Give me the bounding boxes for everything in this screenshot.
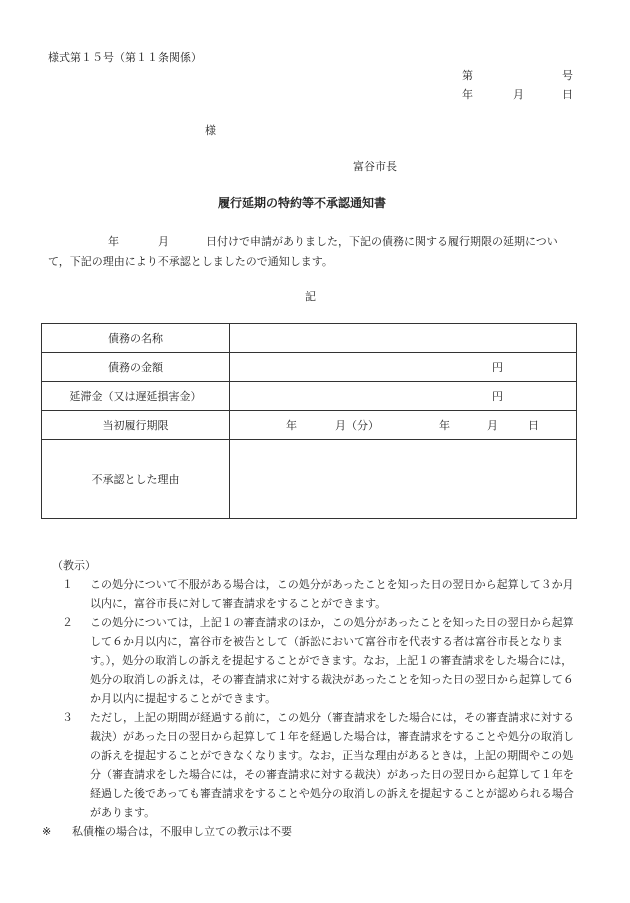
rejection-reason-field[interactable] (230, 440, 577, 519)
yen-unit: 円 (492, 361, 503, 374)
row-label: 債務の金額 (42, 353, 230, 382)
intro-year: 年 (108, 235, 119, 248)
row-label: 債務の名称 (42, 324, 230, 353)
note-item (62, 575, 578, 613)
table-row (42, 324, 577, 353)
note-text: この処分については，上記１の審査請求のほか，この処分があったことを知った日の翌日から起算して６か月以内に，富谷市を被告として（訴訟において富谷市を代表する者は富谷市長となります。），処分の取消しの訴えを提起することができます。なお，上記１の審査請求をした場合には，処分の取消しの訴えは，その審査請求に対する裁決があったことを知った日の翌日から起算して６か月以内に提起することができます。 (90, 616, 574, 705)
yen-unit: 円 (492, 390, 503, 403)
table-row (42, 411, 577, 440)
note-text: この処分について不服がある場合は，この処分があったことを知った日の翌日から起算して３か月以内に，富谷市長に対して審査請求をすることができます。 (90, 578, 574, 610)
doc-number-prefix: 第 (462, 69, 473, 82)
date-month: 月 (513, 88, 524, 101)
due-year: 年 (286, 419, 297, 432)
row-label: 延滞金（又は遅延損害金） (42, 382, 230, 411)
note-number: ３ (62, 711, 73, 724)
date-day: 日 (562, 88, 573, 101)
footnote (42, 822, 568, 841)
table-row (42, 353, 577, 382)
due-month-installment: 月（分） (335, 419, 379, 432)
addressee-honorific: 様 (205, 124, 216, 137)
notes-section (42, 556, 578, 841)
form-number: 様式第１５号（第１１条関係） (48, 51, 202, 64)
due-day-2: 日 (528, 419, 539, 432)
debt-amount-field[interactable] (230, 353, 577, 382)
document-title: 履行延期の特約等不承認通知書 (218, 196, 387, 210)
late-charge-field[interactable] (230, 382, 577, 411)
due-month-2: 月 (487, 419, 498, 432)
note-item (62, 613, 578, 708)
intro-text: 日付けで申請がありました，下記の債務に関する履行期限の延期について，下記の理由により不承認としましたので通知します。 (48, 235, 558, 268)
note-item (62, 708, 578, 822)
ki-label: 記 (305, 290, 316, 303)
row-label: 不承認とした理由 (42, 440, 230, 519)
date-year: 年 (462, 88, 473, 101)
footnote-text: 私債権の場合は，不服申し立ての教示は不要 (72, 825, 292, 838)
note-number: １ (62, 578, 73, 591)
row-label: 当初履行期限 (42, 411, 230, 440)
note-text: ただし，上記の期間が経過する前に，この処分（審査請求をした場合には，その審査請求に対する裁決）があった日の翌日から起算して１年を経過した場合は，審査請求をすることや処分の取消しの訴えを提起することができなくなります。なお，正当な理由があるときは，上記の期間やこの処分（審査請求をした場合には，その審査請求に対する裁決）があった日の翌日から起算して１年を経過した後であっても審査請求をすることや処分の取消しの訴えを提起することが認められる場合があります。 (90, 711, 574, 819)
debt-name-field[interactable] (230, 324, 577, 353)
original-due-date-field[interactable] (230, 411, 577, 440)
intro-month: 月 (158, 235, 169, 248)
table-row (42, 440, 577, 519)
debt-table (41, 323, 577, 519)
footnote-mark: ※ (42, 825, 52, 838)
table-row (42, 382, 577, 411)
doc-number-suffix: 号 (562, 69, 573, 82)
sender-name: 富谷市長 (353, 160, 397, 173)
notes-heading: （教示） (52, 559, 96, 572)
due-year-2: 年 (439, 419, 450, 432)
note-number: ２ (62, 616, 73, 629)
